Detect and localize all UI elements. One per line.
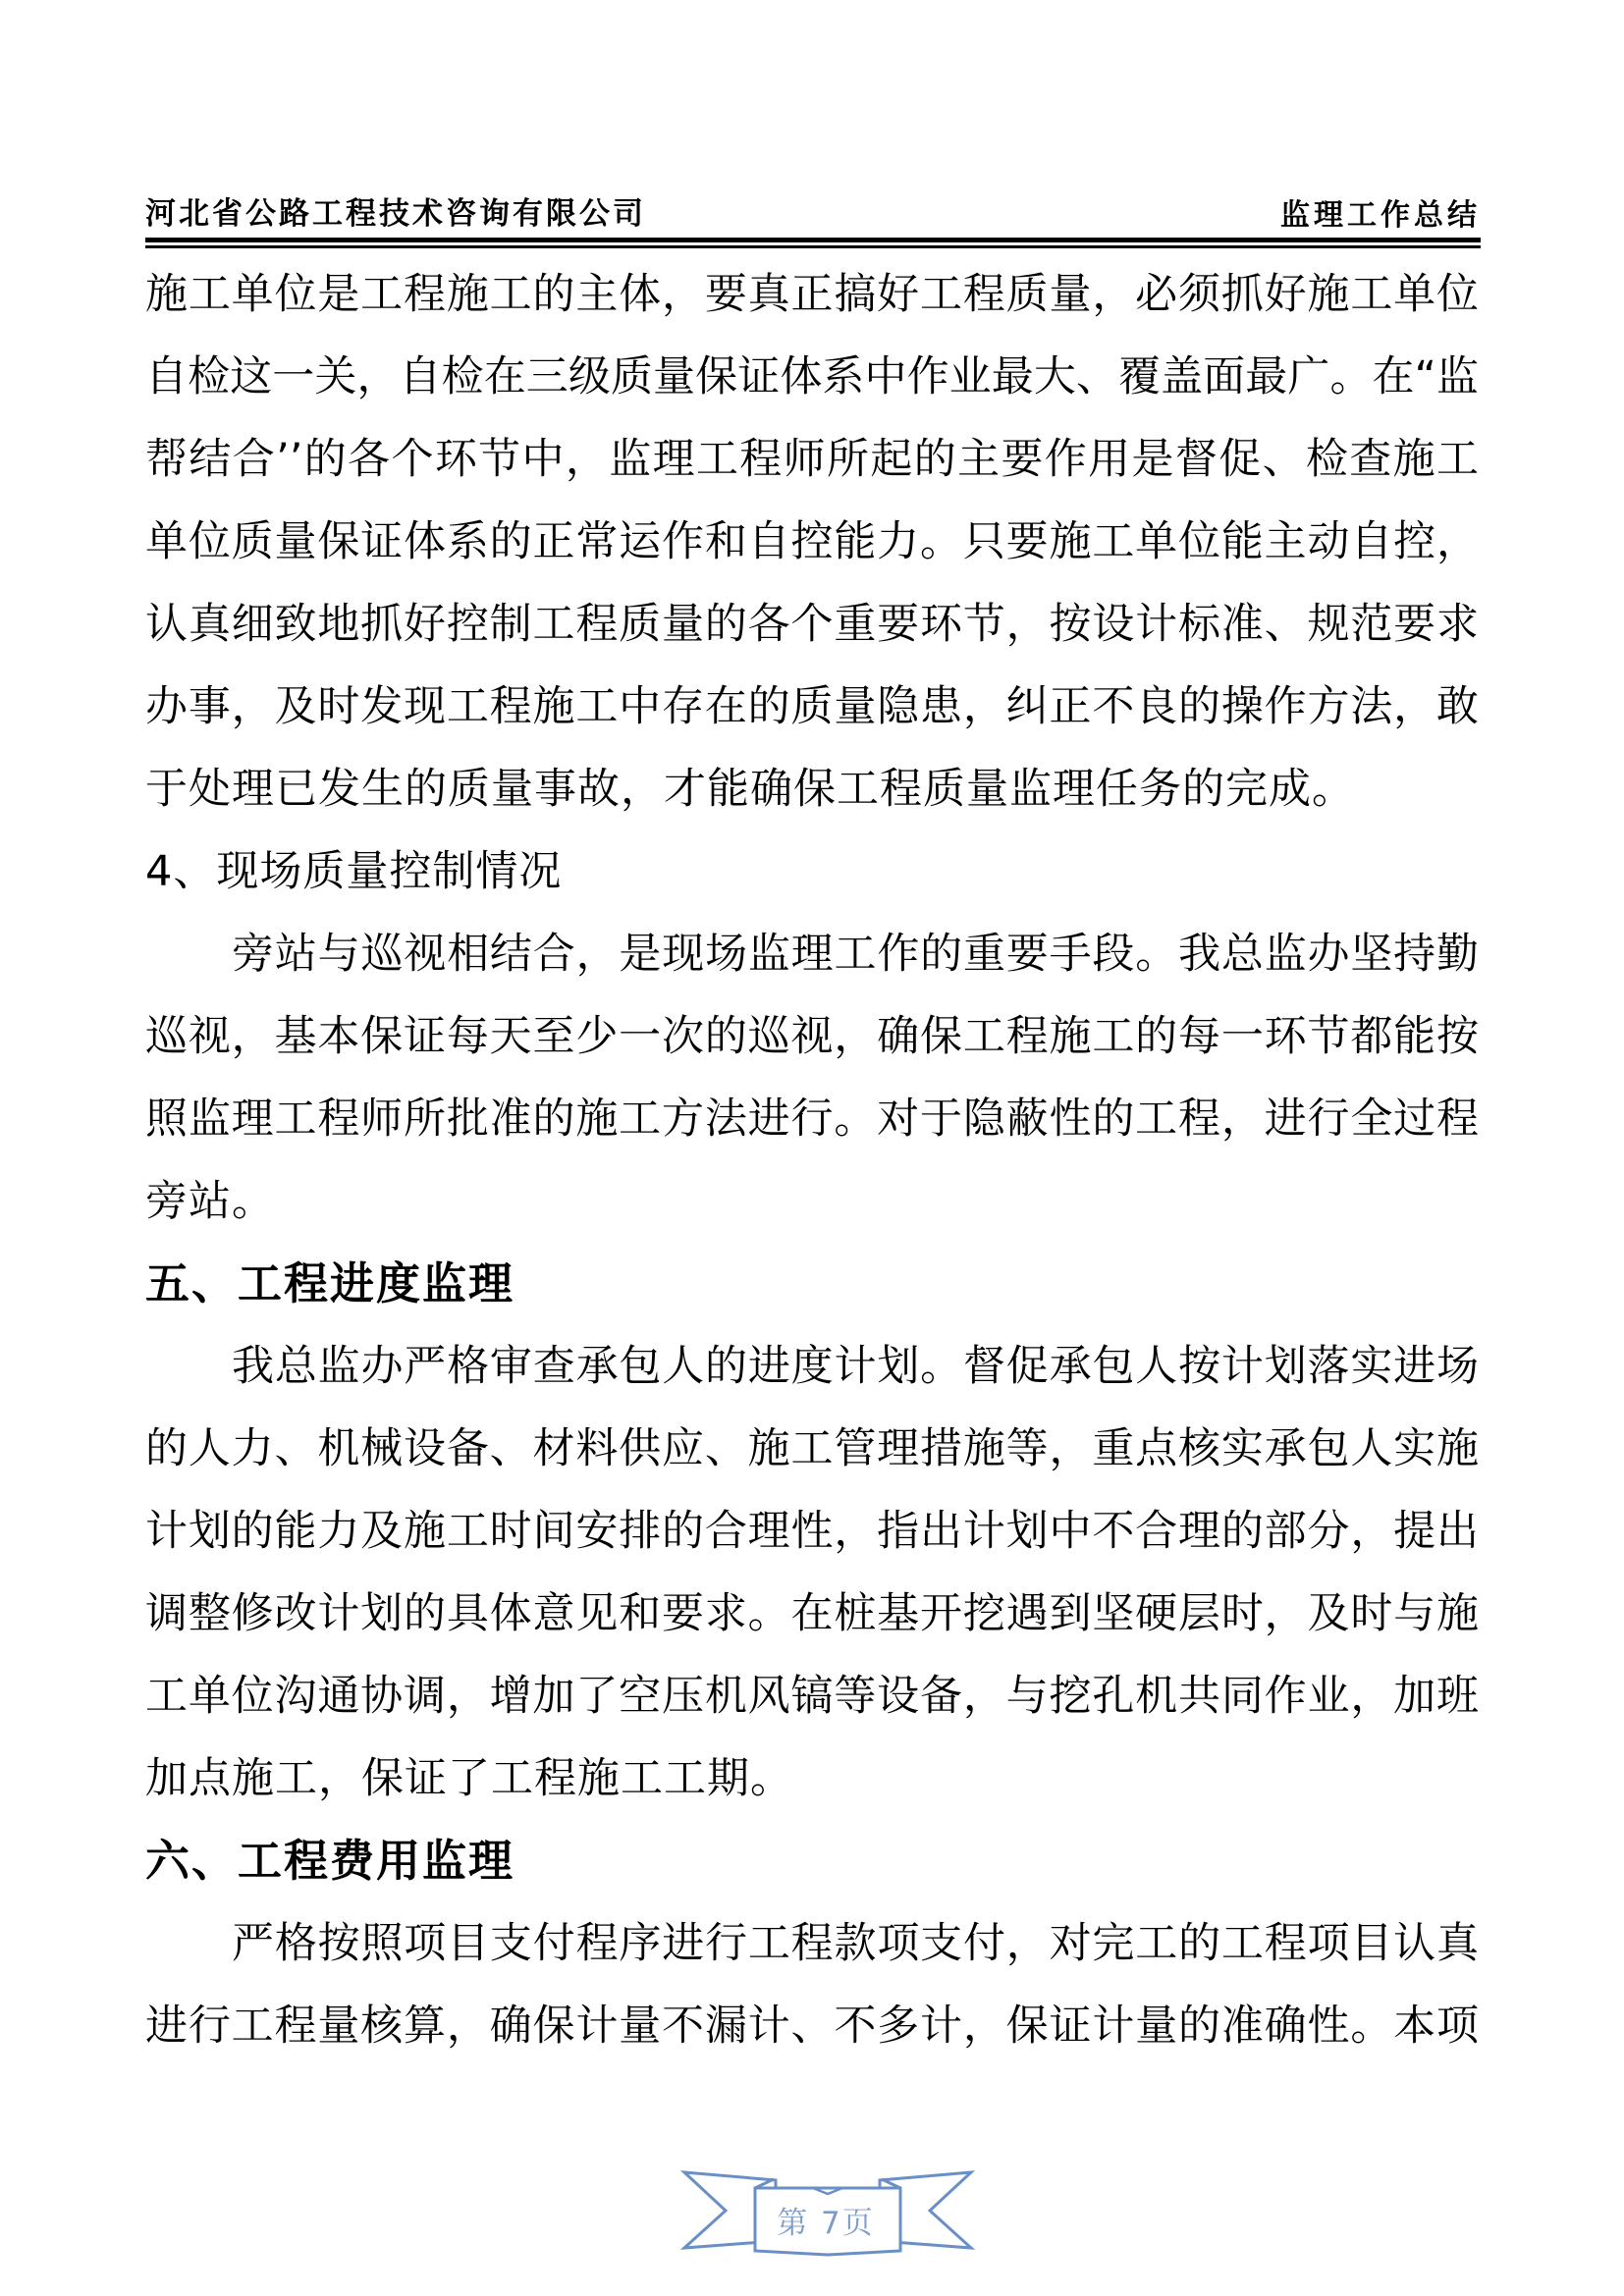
body-line-14: 我总监办严格审查承包人的进度计划。督促承包人按计划落实进场 [232,1342,1479,1391]
body-line-16: 计划的能力及施工时间安排的合理性，指出计划中不合理的部分，提出 [145,1507,1479,1556]
header-doc-title: 监理工作总结 [1280,198,1481,233]
body-line-3: 帮结合’’的各个环节中，监理工程师所起的主要作用是督促、检查施工 [145,435,1479,484]
body-line-17: 调整修改计划的具体意见和要求。在桩基开挖遇到坚硬层时，及时与施 [145,1589,1479,1638]
body-line-6: 办事，及时发现工程施工中存在的质量隐患，纠正不良的操作方法，敢 [145,682,1479,731]
body-line-18: 工单位沟通协调，增加了空压机风镐等设备，与挖孔机共同作业，加班 [145,1672,1479,1721]
body-line-8: 4、现场质量控制情况 [145,847,563,896]
page-header [145,188,1481,232]
body-line-19: 加点施工，保证了工程施工工期。 [145,1754,793,1803]
body-line-2: 自检这一关，自检在三级质量保证体系中作业最大、覆盖面最广。在“监 [145,352,1479,401]
header-rule-bottom [145,245,1481,248]
body-line-13: 五、工程进度监理 [145,1257,515,1309]
body-line-9: 旁站与巡视相结合，是现场监理工作的重要手段。我总监办坚持勤 [232,930,1479,979]
body-line-12: 旁站。 [145,1177,275,1226]
body-line-4: 单位质量保证体系的正常运作和自控能力。只要施工单位能主动自控， [145,517,1479,566]
page-number-ribbon [677,2165,978,2260]
page-number-label: 第 7页 [777,2205,875,2241]
body-text [145,253,1479,2067]
body-line-10: 巡视，基本保证每天至少一次的巡视，确保工程施工的每一环节都能按 [145,1012,1479,1061]
body-line-22: 进行工程量核算，确保计量不漏计、不多计，保证计量的准确性。本项 [145,2002,1479,2051]
body-line-20: 六、工程费用监理 [145,1835,515,1887]
header-rule-top [145,238,1481,242]
body-line-1: 施工单位是工程施工的主体，要真正搞好工程质量，必须抓好施工单位 [145,270,1479,319]
body-line-5: 认真细致地抓好控制工程质量的各个重要环节，按设计标准、规范要求 [145,600,1479,649]
body-line-11: 照监理工程师所批准的施工方法进行。对于隐蔽性的工程，进行全过程 [145,1095,1479,1144]
body-line-15: 的人力、机械设备、材料供应、施工管理措施等，重点核实承包人实施 [145,1424,1479,1473]
body-line-21: 严格按照项目支付程序进行工程款项支付，对完工的工程项目认真 [232,1919,1479,1968]
header-company-name: 河北省公路工程技术咨询有限公司 [145,196,646,232]
body-line-7: 于处理已发生的质量事故，才能确保工程质量监理任务的完成。 [145,765,1355,814]
